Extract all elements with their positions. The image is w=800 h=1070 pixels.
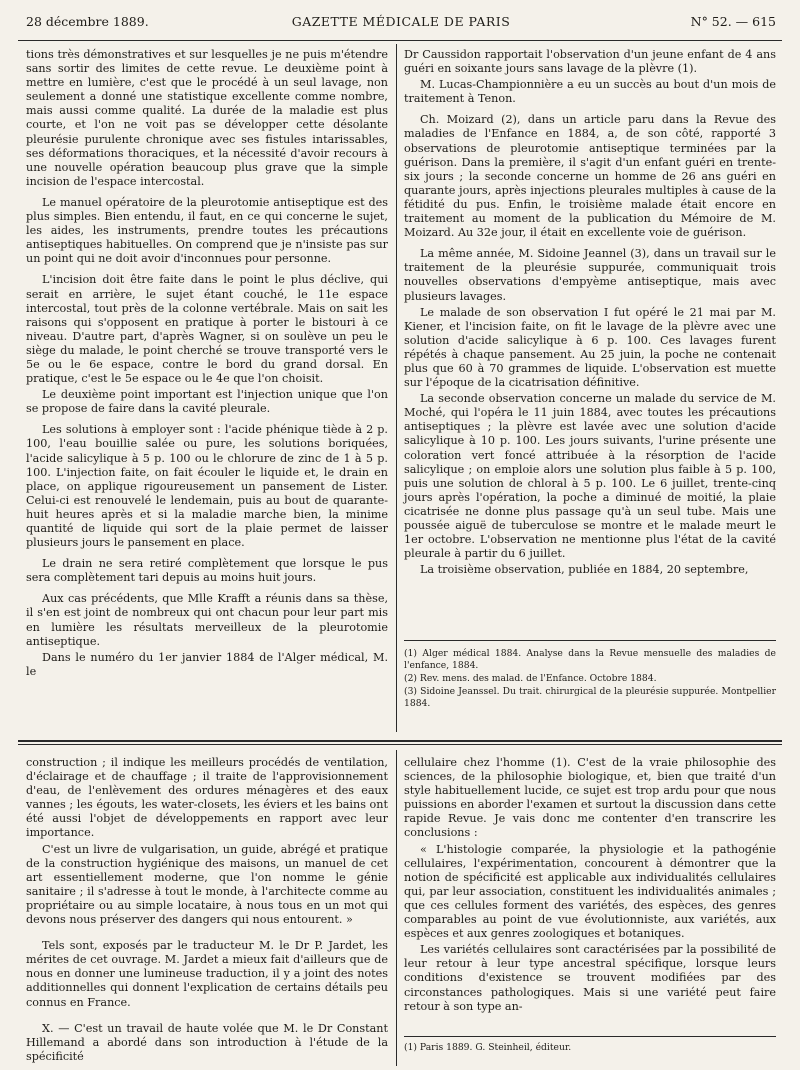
footnote: (1) Paris 1889. G. Steinheil, éditeur. <box>404 1042 572 1053</box>
paragraph: Le malade de son observation I fut opéré le 21 mai par M. Kiener, et l'incision faite, on fit le lavage de la plèvre avec une solution d'acide salicylique à 6 p. 100. Ces lavages furent répétés à chaque pansement. Au 25 juin, la poche ne contenait plus que 60 à 70 grammes de liquide. L'observation est muette sur l'époque de la cicatrisation définitive. <box>404 305 776 390</box>
bottom-right-column <box>404 756 776 1016</box>
paragraph: Tels sont, exposés par le traducteur M. le Dr P. Jardet, les mérites de cet ouvrage. M. Jardet a mieux fait d'ailleurs que de nous en donner une lumineuse traduction, il y a joint des notes additionnelles qui donnent l'explication de certains détails peu connus en France. <box>26 939 388 1009</box>
bottom-left-column <box>26 756 388 1066</box>
section-rule <box>18 740 782 742</box>
header-journal-title: GAZETTE MÉDICALE DE PARIS <box>291 14 511 29</box>
paragraph: C'est un livre de vulgarisation, un guide, abrégé et pratique de la construction hygiénique des maisons, un manuel de cet art essentiellement moderne, que l'on nomme le génie sanitaire ; il s'adresse à tout le monde, à l'architecte comme au propriétaire ou au simple locataire, à nous tous en un mot qui devons nous préserver des dangers qui nous entourent. » <box>26 842 388 927</box>
paragraph: Les variétés cellulaires sont caractérisées par la possibilité de leur retour à leur type ancestral spécifique, lorsque leurs conditions d'existence se trouvent modifiées par des circonstances pathologiques. Mais si une variété peut faire retour à son type an- <box>404 943 776 1013</box>
footnote-separator <box>404 1036 776 1037</box>
paragraph: construction ; il indique les meilleurs procédés de ventilation, d'éclairage et de chauffage ; il traite de l'approvisionnement d'eau, de l'enlèvement des ordures ménagères et des eaux vannes ; les égouts, les water-closets, les éviers et les bains ont été aussi l'objet de développements en rapport avec leur importance. <box>26 756 388 840</box>
paragraph: Le manuel opératoire de la pleurotomie antiseptique est des plus simples. Bien entendu, il faut, en ce qui concerne le sujet, les aides, les instruments, prendre toutes les précautions antiseptiques habituelles. On comprend que je n'insiste pas sur un point qui ne doit avoir d'inconnues pour personne. <box>26 195 388 266</box>
paragraph: La troisième observation, publiée en 1884, 20 septembre, <box>420 563 749 577</box>
header-rule <box>18 40 782 41</box>
paragraph: M. Lucas-Championnière a eu un succès au bout d'un mois de traitement à Tenon. <box>404 78 776 106</box>
running-header <box>26 10 776 32</box>
footnote: (1) Alger médical 1884. Analyse dans la Revue mensuelle des maladies de l'enfance, 1884. <box>404 648 776 671</box>
footnote-separator <box>404 640 776 641</box>
paragraph: La seconde observation concerne un malade du service de M. Moché, qui l'opéra le 11 juin 1884, avec toutes les précautions antiseptiques ; la plèvre est lavée avec une solution d'acide salicylique à 10 p. 100. Les jours suivants, l'urine présente une coloration vert foncé attribuée à la résorption de l'acide salicylique ; on emploie alors une solution plus faible à 5 p. 100, puis une solution de chloral à 5 p. 100. Le 6 juillet, trente-cinq jours après l'opération, la poche a diminué de moitié, la plaie cicatrisée ne donne plus passage qu'à un seul tube. Mais une poussée aiguë de tuberculose se montre et le malade meurt le 1er octobre. L'observation ne mentionne plus l'état de la cavité pleurale à partir du 6 juillet. <box>404 392 776 561</box>
paragraph: Les solutions à employer sont : l'acide phénique tiède à 2 p. 100, l'eau bouillie salée ou pure, les solutions boriquées, l'acide salicylique à 5 p. 100 ou le chlorure de zinc de 1 à 5 p. 100. L'injection faite, on fait écouler le liquide et, le drain en place, on applique rigoureusement un pansement de Lister. Celui-ci est renouvelé le lendemain, puis au bout de quarante-huit heures après et si la maladie marche bien, la minime quantité de liquide qui sort de la plaie permet de laisser plusieurs jours le pansement en place. <box>26 423 388 550</box>
paragraph: tions très démonstratives et sur lesquelles je ne puis m'étendre sans sortir des limites de cette revue. Le deuxième point à mettre en lumière, c'est que le procédé à un seul lavage, non seulement a donné une statistique excellente comme nombre, mais aussi comme qualité. La durée de la maladie est plus courte, et l'on ne voit pas se développer cette désolante pleurésie purulente chronique avec ses fistules intarissables, ses déformations thoraciques, et la nécessité d'avoir recours à une nouvelle opération beaucoup plus grave que la simple incision de l'espace intercostal. <box>26 48 388 188</box>
top-left-column <box>26 48 388 681</box>
footnote: (2) Rev. mens. des malad. de l'Enfance. Octobre 1884. <box>404 673 657 684</box>
top-right-footnotes <box>404 648 776 711</box>
paragraph: Le drain ne sera retiré complètement que lorsque le pus sera complètement tari depuis au moins huit jours. <box>26 557 388 585</box>
section-rule-thin <box>18 744 782 745</box>
column-divider-bottom <box>396 750 397 1066</box>
column-divider-top <box>396 44 397 732</box>
paragraph: Le deuxième point important est l'injection unique que l'on se propose de faire dans la cavité pleurale. <box>26 388 388 416</box>
paragraph: « L'histologie comparée, la physiologie et la pathogénie cellulaires, l'expérimentation, concourent à démontrer que la notion de spécificité est applicable aux individualités cellulaires qui, par leur association, constituent les individualités animales ; que ces cellules forment des variétés, des espèces, des genres comparables au point de vue évolutionniste, aux variétés, aux espèces et aux genres zoologiques et botaniques. <box>404 842 776 941</box>
paragraph: cellulaire chez l'homme (1). C'est de la vraie philosophie des sciences, de la philosophie biologique, et, bien que traité d'un style habituellement lucide, ce sujet est trop ardu pour que nous puissions en aborder l'examen et surtout la discussion dans cette rapide Revue. Je vais donc me contenter d'en transcrire les conclusions : <box>404 756 776 840</box>
paragraph: Aux cas précédents, que Mlle Krafft a réunis dans sa thèse, il s'en est joint de nombreux qui ont chacun pour leur part mis en lumière les résultats merveilleux de la pleurotomie antiseptique. <box>26 592 388 648</box>
bottom-right-footnote <box>404 1042 776 1055</box>
paragraph: X. — C'est un travail de haute volée que M. le Dr Constant Hillemand a abordé dans son introduction à l'étude de la spécificité <box>26 1021 388 1063</box>
header-date: 28 décembre 1889. <box>26 14 149 29</box>
header-page-number: N° 52. — 615 <box>690 14 776 29</box>
paragraph: L'incision doit être faite dans le point le plus déclive, qui serait en arrière, le sujet étant couché, le 11e espace intercostal, tout près de la colonne vertébrale. Mais on sait les raisons qui s'opposent en pratique à porter le bistouri à ce niveau. D'autre part, d'après Wagner, si on soulève un peu le siège du malade, le point cherché se trouve transporté vers le 5e ou le 6e espace, contre le bord du grand dorsal. En pratique, c'est le 5e espace ou le 4e que l'on choisit. <box>26 273 388 386</box>
paragraph: Dr Caussidon rapportait l'observation d'un jeune enfant de 4 ans guéri en soixante jours sans lavage de la plèvre (1). <box>404 48 776 76</box>
paragraph: La même année, M. Sidoine Jeannel (3), dans un travail sur le traitement de la pleurésie suppurée, communiquait trois nouvelles observations d'empyème antiseptique, mais avec plusieurs lavages. <box>404 247 776 303</box>
footnote: (3) Sidoine Jeanssel. Du trait. chirurgical de la pleurésie suppurée. Montpellier 1884. <box>404 686 776 709</box>
top-right-column <box>404 48 776 579</box>
paragraph: Dans le numéro du 1er janvier 1884 de l'Alger médical, M. le <box>26 650 388 678</box>
paragraph: Ch. Moizard (2), dans un article paru dans la Revue des maladies de l'Enfance en 1884, a, de son côté, rapporté 3 observations de pleurotomie antiseptique terminées par la guérison. Dans la première, il s'agit d'un enfant guéri en trente-six jours ; la seconde concerne un homme de 26 ans guéri en quarante jours, après injections pleurales multiples à cause de la fétidité du pus. Enfin, le troisième malade était encore en traitement au moment de la publication du Mémoire de M. Moizard. Au 32e jour, il était en excellente voie de guérison. <box>404 113 776 240</box>
